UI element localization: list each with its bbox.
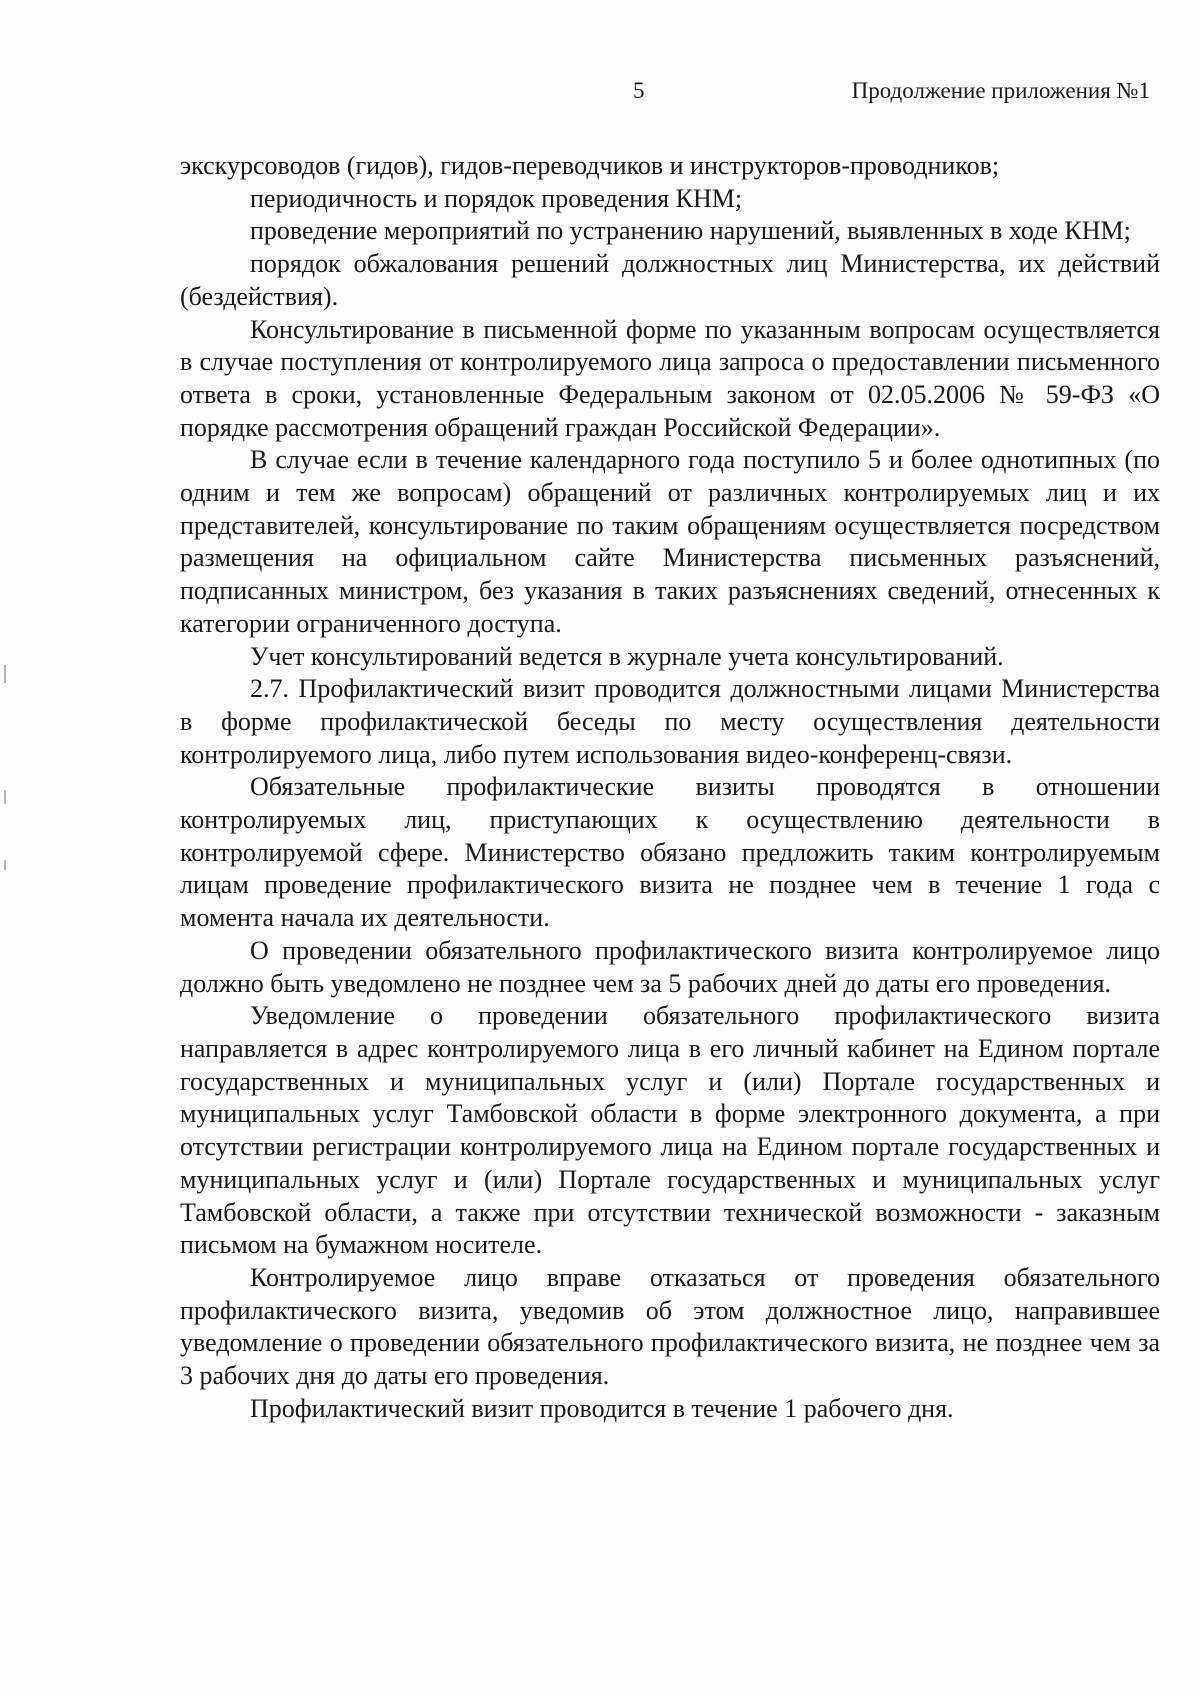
paragraph: 2.7. Профилактический визит проводится должностными лицами Министерства в форме профилактической беседы по месту осуществления деятельности контролируемого лица, либо путем использования видео-конференц-связи. — [180, 674, 1160, 769]
scan-artifact-mark — [4, 860, 6, 870]
document-body — [180, 150, 1160, 1425]
paragraph: экскурсоводов (гидов), гидов-переводчиков и инструкторов-проводников; — [180, 151, 1000, 180]
paragraph: порядок обжалования решений должностных лиц Министерства, их действий (бездействия). — [180, 249, 1160, 311]
page-number: 5 — [633, 78, 645, 103]
paragraph: В случае если в течение календарного года поступило 5 и более однотипных (по одним и тем же вопросам) обращений от различных контролируемых лиц и их представителей, консультирование по таким обращениям осуществляется посредством размещения на официальном сайте Министерства письменных разъяснений, подписанных министром, без указания в таких разъяснениях сведений, отнесенных к категории ограниченного доступа. — [180, 445, 1160, 638]
paragraph: проведение мероприятий по устранению нарушений, выявленных в ходе КНМ; — [250, 216, 1131, 246]
paragraph: Профилактический визит проводится в течение 1 рабочего дня. — [250, 1393, 954, 1423]
paragraph: Учет консультирований ведется в журнале учета консультирований. — [250, 641, 1004, 671]
paragraph: О проведении обязательного профилактического визита контролируемое лицо должно быть уведомлено не позднее чем за 5 рабочих дней до даты его проведения. — [180, 935, 1160, 998]
scan-artifact-mark — [4, 665, 6, 683]
appendix-continuation-note: Продолжение приложения №1 — [851, 78, 1150, 103]
paragraph: Контролируемое лицо вправе отказаться от проведения обязательного профилактического визита, уведомив об этом должностное лицо, направившее уведомление о проведении обязательного профилактического визита, не позднее чем за 3 рабочих дня до даты его проведения. — [180, 1262, 1160, 1391]
paragraph: периодичность и порядок проведения КНМ; — [250, 183, 743, 213]
scan-artifact-mark — [4, 790, 6, 804]
paragraph: Консультирование в письменной форме по указанным вопросам осуществляется в случае поступления от контролируемого лица запроса о предоставлении письменного ответа в сроки, установленные Федеральным законом от 02.05.2006 № 59-ФЗ «О порядке рассмотрения обращений граждан Российской Федерации». — [180, 314, 1160, 442]
paragraph: Обязательные профилактические визиты проводятся в отношении контролируемых лиц, приступающих к осуществлению деятельности в контролируемой сфере. Министерство обязано предложить таким контролируемым лицам проведение профилактического визита не позднее чем в течение 1 года с момента начала их деятельности. — [180, 772, 1160, 933]
paragraph: Уведомление о проведении обязательного профилактического визита направляется в адрес контролируемого лица в его личный кабинет на Едином портале государственных и муниципальных услуг и (или) Портале государственных и муниципальных услуг Тамбовской области в форме электронного документа, а при отсутствии регистрации контролируемого лица на Едином портале государственных и муниципальных услуг и (или) Портале государственных и муниципальных услуг Тамбовской области, а также при отсутствии технической возможности - заказным письмом на бумажном носителе. — [180, 1001, 1160, 1260]
